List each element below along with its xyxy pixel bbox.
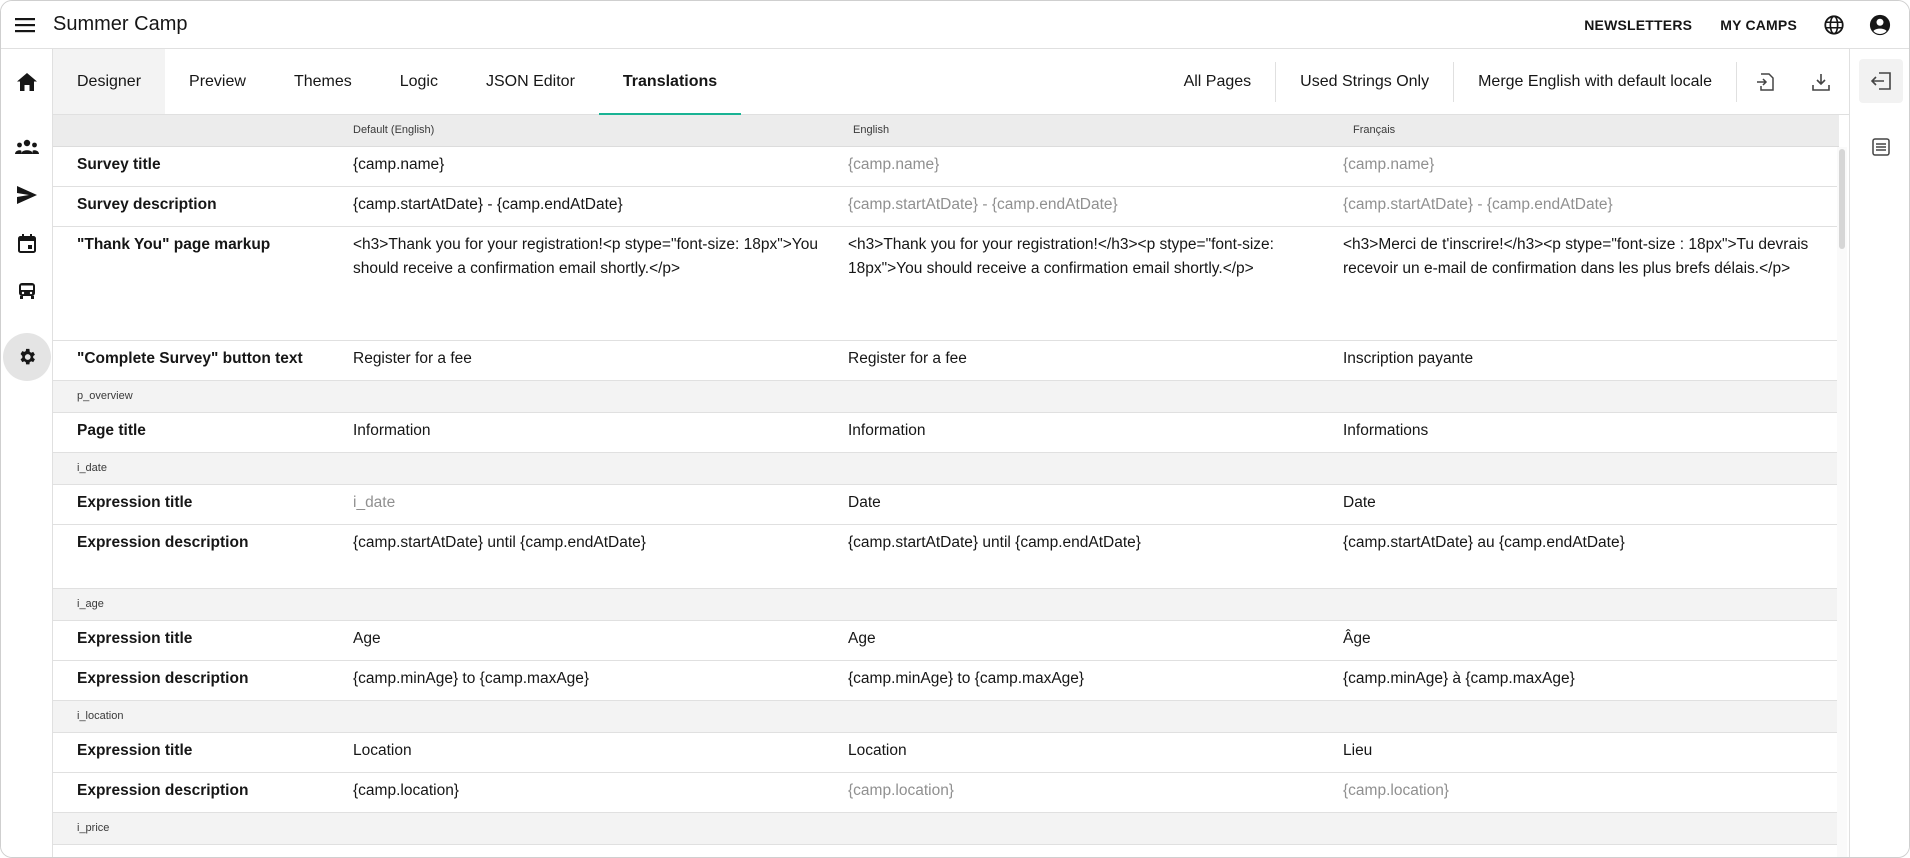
column-header-english: English (853, 124, 890, 136)
tab-json-editor[interactable]: JSON Editor (485, 72, 575, 90)
import-icon (1756, 73, 1774, 91)
nav-vehicle[interactable] (3, 267, 51, 315)
group-row (53, 813, 1839, 845)
home-icon (17, 73, 37, 91)
english-cell[interactable]: Date (848, 494, 881, 511)
left-nav-rail (1, 49, 53, 858)
gear-icon (17, 347, 37, 367)
menu-button[interactable] (1, 1, 49, 49)
bus-icon (18, 283, 36, 299)
default-locale-cell[interactable]: {camp.startAtDate} until {camp.endAtDate} (353, 534, 646, 551)
group-row (53, 589, 1839, 621)
tab-logic[interactable]: Logic (399, 72, 438, 90)
import-button[interactable] (1737, 62, 1793, 102)
row-label: Survey description (77, 196, 217, 213)
default-locale-cell[interactable]: <h3>Thank you for your registration!<p stype="font-size: 18px">You should receive a confirmation email shortly.</p> (353, 236, 818, 277)
used-strings-dropdown[interactable]: Used Strings Only (1276, 62, 1454, 102)
groups-icon (15, 139, 39, 155)
default-locale-cell[interactable]: Age (353, 630, 381, 647)
group-label: i_date (77, 462, 107, 474)
default-locale-cell[interactable]: Register for a fee (353, 350, 472, 367)
translation-row (53, 773, 1839, 813)
merge-locale-button[interactable]: Merge English with default locale (1454, 62, 1737, 102)
right-rail (1849, 49, 1910, 858)
english-cell[interactable]: Register for a fee (848, 350, 967, 367)
french-cell[interactable]: <h3>Merci de t'inscrire!</h3><p stype="font-size : 18px">Tu devrais recevoir un e-mail de confirmation dans les plus brefs délais.</p> (1343, 236, 1809, 277)
english-cell[interactable]: Information (848, 422, 926, 439)
creator-tab-bar (53, 49, 1849, 115)
column-header-french: Français (1353, 124, 1396, 136)
my-camps-link[interactable]: MY CAMPS (1720, 16, 1797, 33)
group-label: i_age (77, 598, 104, 610)
translation-row (53, 187, 1839, 227)
default-locale-cell[interactable]: {camp.startAtDate} - {camp.endAtDate} (353, 196, 623, 213)
english-cell[interactable]: Location (848, 742, 907, 759)
french-cell[interactable]: Date (1343, 494, 1376, 511)
default-locale-cell[interactable]: i_date (353, 494, 396, 511)
nav-settings[interactable] (3, 333, 51, 381)
french-cell[interactable]: Âge (1343, 630, 1371, 647)
hamburger-icon (15, 17, 35, 33)
group-row (53, 453, 1839, 485)
english-cell[interactable]: {camp.name} (848, 156, 940, 173)
account-button[interactable] (1857, 1, 1903, 49)
app-title: Summer Camp (53, 13, 188, 35)
nav-home[interactable] (3, 58, 51, 106)
column-header-row (53, 115, 1839, 147)
sidebar-open-icon (1871, 72, 1891, 90)
tab-designer[interactable]: Designer (53, 49, 165, 114)
translation-row (53, 525, 1839, 589)
column-header-default: Default (English) (353, 124, 435, 136)
default-locale-cell[interactable]: {camp.name} (353, 156, 445, 173)
row-label: Expression description (77, 534, 249, 551)
nav-calendar[interactable] (3, 219, 51, 267)
translation-grid (53, 115, 1839, 858)
english-cell[interactable]: Age (848, 630, 876, 647)
tab-themes[interactable]: Themes (293, 72, 352, 90)
row-label: Expression description (77, 670, 249, 687)
newsletters-link[interactable]: NEWSLETTERS (1584, 16, 1693, 33)
property-grid-toggle[interactable] (1859, 59, 1903, 103)
send-icon (17, 186, 37, 204)
french-cell[interactable]: {camp.minAge} à {camp.maxAge} (1343, 670, 1575, 687)
english-cell[interactable]: {camp.startAtDate} until {camp.endAtDate} (848, 534, 1141, 551)
french-cell[interactable]: Lieu (1343, 742, 1373, 759)
default-locale-cell[interactable]: {camp.minAge} to {camp.maxAge} (353, 670, 590, 687)
language-button[interactable] (1811, 1, 1857, 49)
default-locale-cell[interactable]: Location (353, 742, 412, 759)
english-cell[interactable]: <h3>Thank you for your registration!</h3><p stype="font-size: 18px">You should receive a confirmation email shortly.</p> (848, 236, 1274, 277)
french-cell[interactable]: Inscription payante (1343, 350, 1474, 367)
nav-people[interactable] (3, 123, 51, 171)
translation-row (53, 413, 1839, 453)
row-label: Expression description (77, 782, 249, 799)
french-cell[interactable]: Informations (1343, 422, 1429, 439)
globe-icon (1823, 14, 1845, 36)
app-bar (1, 1, 1910, 49)
translation-row (53, 227, 1839, 341)
tab-translations[interactable]: Translations (599, 49, 741, 114)
translation-row (53, 341, 1839, 381)
french-cell[interactable]: {camp.startAtDate} - {camp.endAtDate} (1343, 196, 1613, 213)
download-icon (1812, 73, 1830, 91)
row-label: Expression title (77, 494, 193, 511)
translation-row (53, 621, 1839, 661)
account-circle-icon (1869, 14, 1891, 36)
all-pages-dropdown[interactable]: All Pages (1160, 62, 1277, 102)
group-label: p_overview (77, 390, 133, 402)
row-label: Expression title (77, 742, 193, 759)
group-label: i_location (77, 710, 124, 722)
french-cell[interactable]: {camp.startAtDate} au {camp.endAtDate} (1343, 534, 1625, 551)
french-cell[interactable]: {camp.location} (1343, 782, 1449, 799)
default-locale-cell[interactable]: Information (353, 422, 431, 439)
group-row (53, 701, 1839, 733)
row-label: Expression title (77, 630, 193, 647)
translation-row (53, 661, 1839, 701)
translation-row (53, 147, 1839, 187)
row-label: "Thank You" page markup (77, 236, 271, 253)
translation-row (53, 485, 1839, 525)
english-cell[interactable]: {camp.location} (848, 782, 954, 799)
grid-scrollbar[interactable] (1839, 149, 1845, 249)
row-label: "Complete Survey" button text (77, 350, 303, 367)
translation-row (53, 733, 1839, 773)
grid-scroll-track[interactable] (1837, 147, 1847, 858)
row-label: Page title (77, 422, 146, 439)
row-label: Survey title (77, 156, 161, 173)
group-row (53, 381, 1839, 413)
export-button[interactable] (1793, 62, 1849, 102)
tab-preview[interactable]: Preview (189, 72, 246, 90)
list-icon (1872, 138, 1890, 156)
english-cell[interactable]: {camp.startAtDate} - {camp.endAtDate} (848, 196, 1118, 213)
translation-toolbar (1160, 49, 1849, 114)
nav-send[interactable] (3, 171, 51, 219)
list-panel-button[interactable] (1859, 125, 1903, 169)
english-cell[interactable]: {camp.minAge} to {camp.maxAge} (848, 670, 1085, 687)
group-label: i_price (77, 822, 110, 834)
french-cell[interactable]: {camp.name} (1343, 156, 1435, 173)
calendar-icon (18, 234, 36, 253)
default-locale-cell[interactable]: {camp.location} (353, 782, 459, 799)
